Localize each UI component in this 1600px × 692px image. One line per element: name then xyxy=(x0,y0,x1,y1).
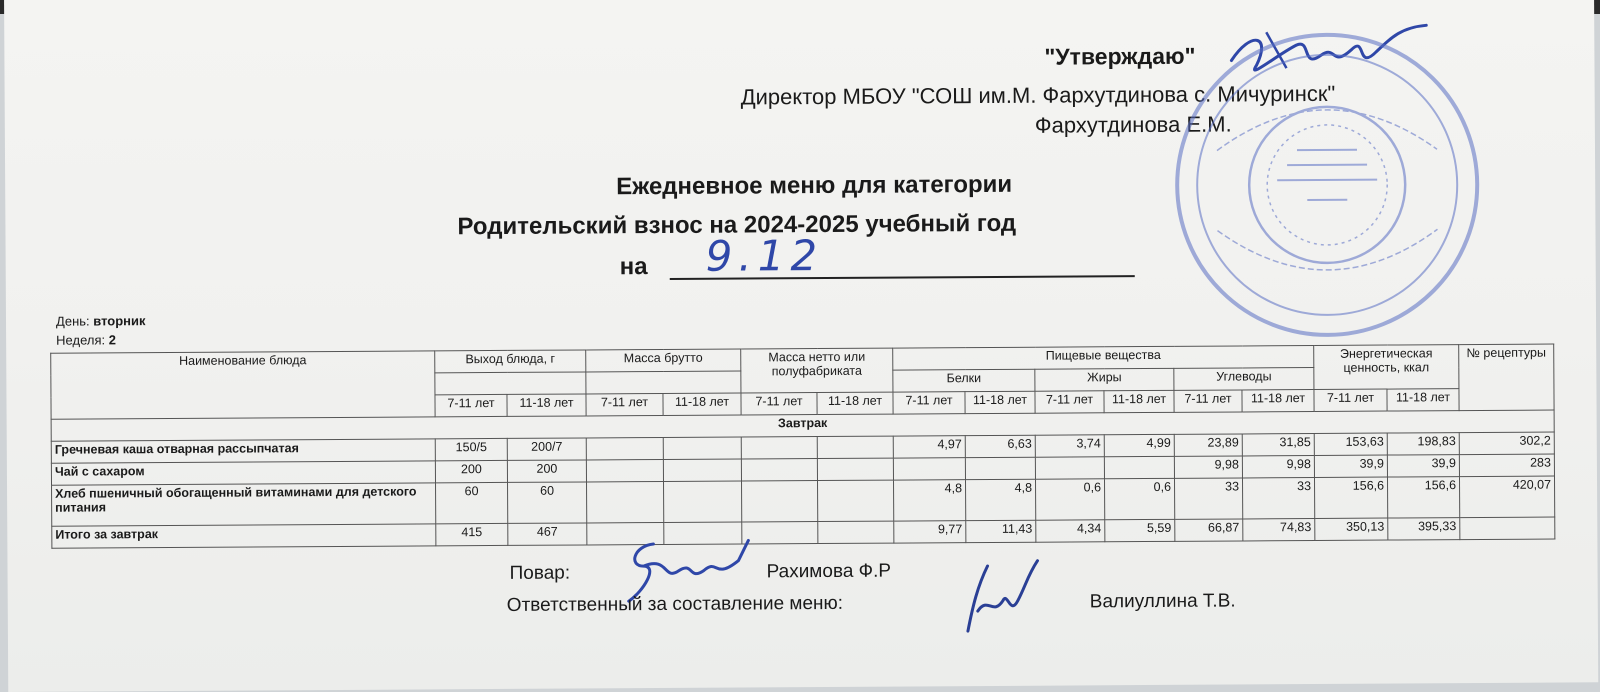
responsible-name: Валиуллина Т.В. xyxy=(1089,590,1236,613)
col-energy-header: Энергетическая ценность, ккал xyxy=(1314,345,1459,390)
cell-n2 xyxy=(817,436,893,458)
dish-name-cell: Чай с сахаром xyxy=(51,461,435,485)
cell-y1: 60 xyxy=(436,482,508,523)
age-header: 11-18 лет xyxy=(663,393,741,415)
menu-title-line2: Родительский взнос на 2024-2025 учебный год xyxy=(457,209,1017,241)
cell-p1 xyxy=(893,458,965,480)
cell-f1 xyxy=(1035,457,1104,479)
age-header: 7-11 лет xyxy=(1035,391,1104,413)
cell-g2 xyxy=(664,481,742,522)
cell-rec xyxy=(1460,517,1555,540)
cell-c2: 31,85 xyxy=(1242,434,1314,456)
cell-f2: 4,99 xyxy=(1104,434,1174,456)
cell-p1: 9,77 xyxy=(894,521,966,543)
age-header: 11-18 лет xyxy=(817,392,893,414)
age-header: 7-11 лет xyxy=(1314,389,1387,411)
cell-y1: 150/5 xyxy=(435,438,507,460)
cell-p2 xyxy=(965,457,1035,479)
cell-n1 xyxy=(741,459,817,481)
cell-c1: 66,87 xyxy=(1175,519,1243,541)
dish-name-cell: Гречневая каша отварная рассыпчатая xyxy=(51,439,435,463)
week-row xyxy=(56,332,116,347)
age-header: 11-18 лет xyxy=(507,394,586,416)
cook-name: Рахимова Ф.Р xyxy=(766,560,892,583)
cell-e2: 39,9 xyxy=(1387,455,1459,477)
cell-c2: 33 xyxy=(1242,478,1314,519)
cell-rec: 302,2 xyxy=(1459,432,1554,455)
cell-e2: 156,6 xyxy=(1387,477,1459,518)
cook-label: Повар: xyxy=(509,562,571,584)
stamp-seal-icon xyxy=(1156,29,1498,341)
cell-p1: 4,97 xyxy=(893,436,965,458)
cell-e1: 156,6 xyxy=(1314,477,1387,518)
cell-c2: 74,83 xyxy=(1243,519,1315,541)
cell-rec: 283 xyxy=(1459,454,1554,477)
age-header: 7-11 лет xyxy=(435,394,507,416)
week-label: Неделя: xyxy=(56,332,106,348)
signature-responsible-icon xyxy=(947,556,1047,637)
age-header: 11-18 лет xyxy=(965,391,1035,413)
gross-blank xyxy=(586,371,741,394)
menu-title-line1: Ежедневное меню для категории xyxy=(616,170,1013,201)
cell-g1 xyxy=(586,459,663,481)
cell-f2: 0,6 xyxy=(1104,478,1174,519)
cell-n1 xyxy=(742,481,818,522)
col-dish-header: Наименование блюда xyxy=(51,351,435,419)
handwritten-date: 9.12 xyxy=(705,231,824,281)
dish-name-cell: Итого за завтрак xyxy=(52,524,436,548)
cell-f1: 0,6 xyxy=(1035,479,1104,520)
col-proteins-header: Белки xyxy=(893,369,1035,392)
day-row xyxy=(56,313,146,329)
cell-e2: 198,83 xyxy=(1387,433,1459,455)
yield-blank xyxy=(435,372,586,395)
age-header: 7-11 лет xyxy=(893,392,965,414)
cell-y2: 200 xyxy=(507,460,586,482)
cell-n2 xyxy=(818,521,894,543)
cell-y2: 467 xyxy=(508,523,587,545)
week-value: 2 xyxy=(108,332,116,348)
cell-e2: 395,33 xyxy=(1388,518,1460,540)
day-label: День: xyxy=(55,313,90,329)
cell-p2: 11,43 xyxy=(966,520,1036,542)
section-breakfast: Завтрак xyxy=(51,410,1554,441)
table-header-row-1 xyxy=(51,344,1554,375)
cell-n2 xyxy=(817,480,893,521)
cell-f1: 3,74 xyxy=(1035,435,1104,457)
col-yield-header: Выход блюда, г xyxy=(435,350,586,373)
cell-p2: 4,8 xyxy=(965,479,1035,520)
cell-e1: 350,13 xyxy=(1315,518,1388,540)
cell-f2: 5,59 xyxy=(1105,519,1175,541)
col-fats-header: Жиры xyxy=(1035,368,1174,391)
day-value: вторник xyxy=(93,313,146,329)
col-net-header: Масса нетто или полуфабриката xyxy=(741,348,893,393)
col-recipe-header: № рецептуры xyxy=(1459,344,1554,411)
director-title: Директор МБОУ "СОШ им.М. Фархутдинова с. Мичуринск" xyxy=(740,80,1336,110)
cell-rec: 420,07 xyxy=(1459,476,1554,518)
menu-rows xyxy=(51,432,1555,548)
cell-y1: 415 xyxy=(436,523,508,545)
cell-g2 xyxy=(663,459,741,481)
cell-y2: 200/7 xyxy=(507,438,586,460)
approval-label: "Утверждаю" xyxy=(1044,42,1196,70)
cell-e1: 153,63 xyxy=(1314,433,1387,455)
age-header: 7-11 лет xyxy=(741,393,817,415)
cell-g2 xyxy=(663,437,741,459)
menu-table xyxy=(50,344,1555,549)
cell-f2 xyxy=(1104,456,1174,478)
cell-n2 xyxy=(817,458,893,480)
cell-p1: 4,8 xyxy=(893,480,965,521)
age-header: 11-18 лет xyxy=(1104,390,1174,412)
cell-y2: 60 xyxy=(508,482,587,523)
cell-e1: 39,9 xyxy=(1314,455,1387,477)
age-header: 11-18 лет xyxy=(1242,390,1314,412)
cell-g1 xyxy=(586,437,663,459)
col-nutrients-header: Пищевые вещества xyxy=(893,346,1314,371)
cell-c2: 9,98 xyxy=(1242,456,1314,478)
document-sheet xyxy=(4,0,1598,692)
age-header: 11-18 лет xyxy=(1387,389,1459,411)
age-header: 7-11 лет xyxy=(1174,390,1242,412)
director-name: Фархутдинова Е.М. xyxy=(1034,111,1232,138)
cell-c1: 9,98 xyxy=(1174,456,1242,478)
cell-c1: 23,89 xyxy=(1174,434,1242,456)
cell-p2: 6,63 xyxy=(965,435,1035,457)
age-header: 7-11 лет xyxy=(586,393,663,415)
cell-f1: 4,34 xyxy=(1036,520,1105,542)
cell-y1: 200 xyxy=(435,460,507,482)
responsible-label: Ответственный за составление меню: xyxy=(506,592,844,616)
cell-n1 xyxy=(741,437,817,459)
col-gross-header: Масса брутто xyxy=(586,349,741,372)
cell-c1: 33 xyxy=(1174,478,1242,519)
cell-g1 xyxy=(587,481,664,522)
dish-name-cell: Хлеб пшеничный обогащенный витаминами для детского питания xyxy=(52,483,436,526)
col-carbs-header: Углеводы xyxy=(1174,368,1314,391)
menu-date-prefix: на xyxy=(619,253,648,281)
